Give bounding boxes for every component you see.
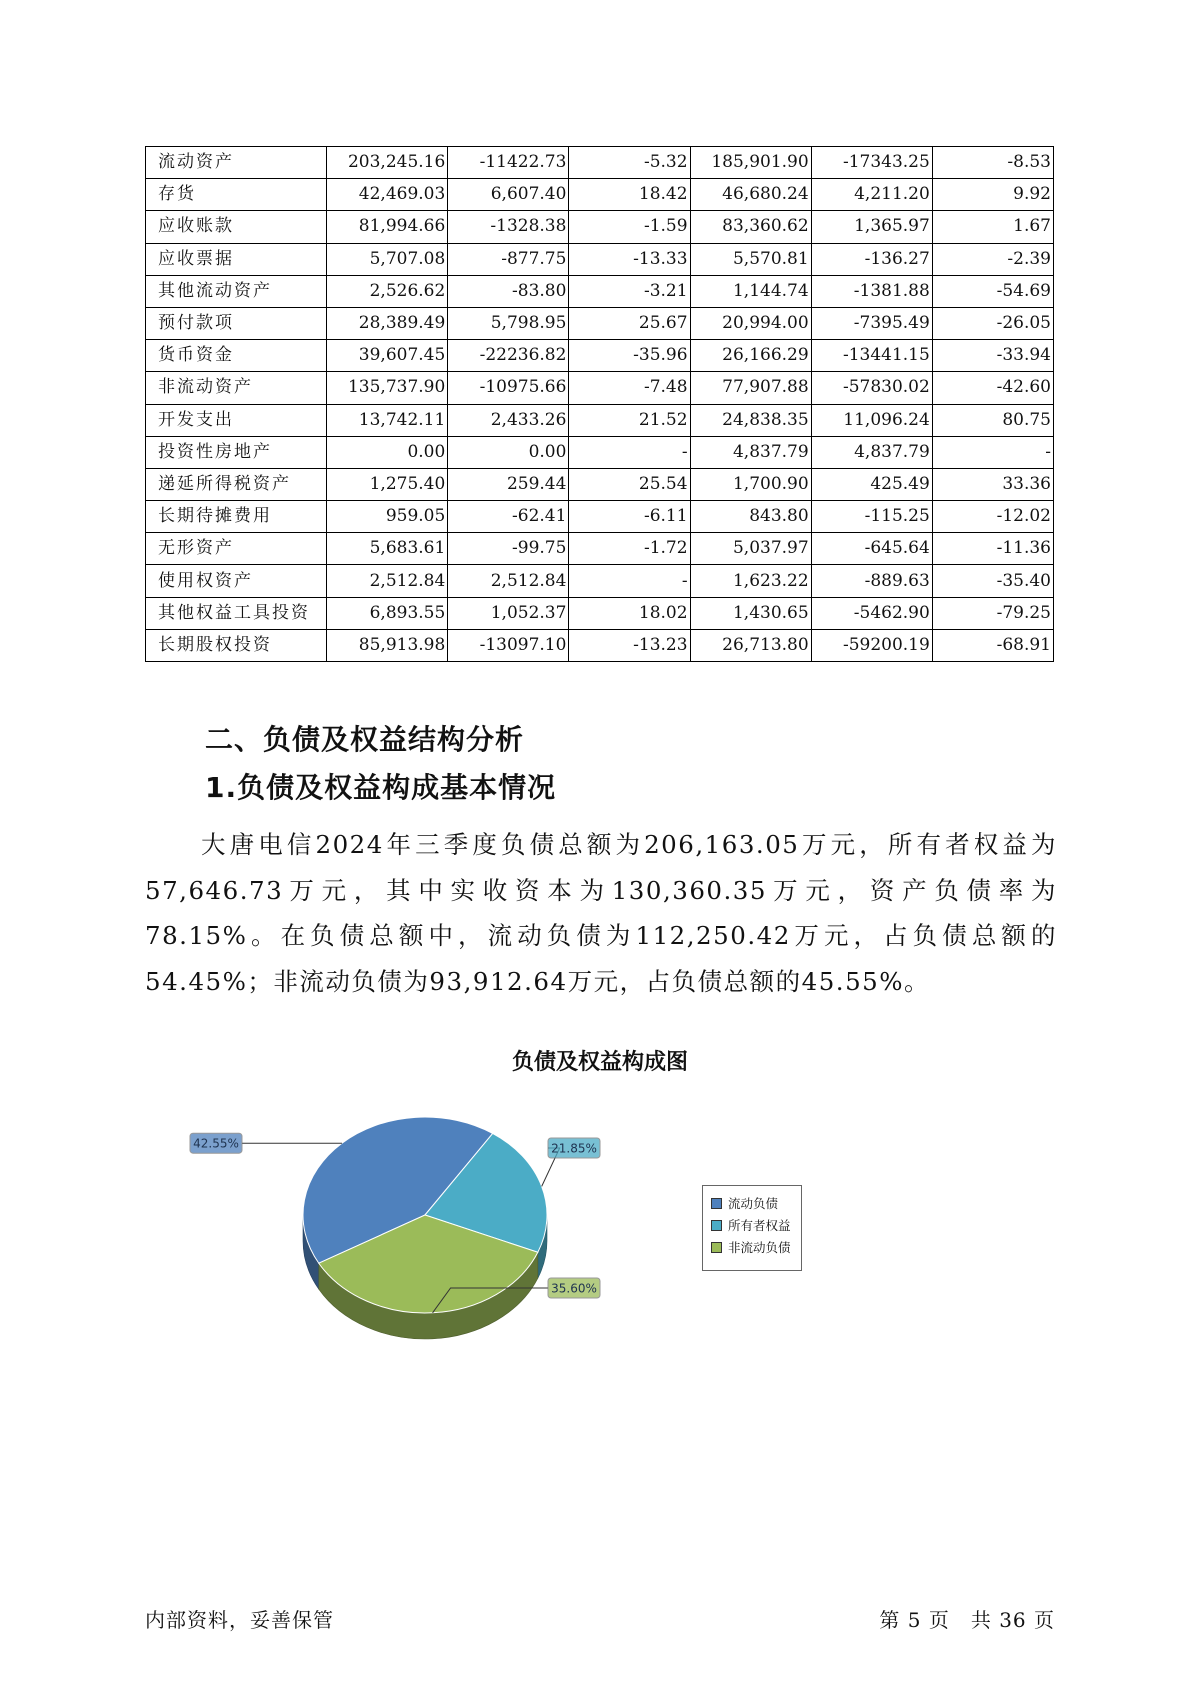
cell-v5: -889.63 [811, 565, 932, 597]
page-suffix: 页 [1034, 1608, 1055, 1632]
cell-v5: 4,211.20 [811, 179, 932, 211]
cell-v5: -5462.90 [811, 597, 932, 629]
cell-v1: 203,245.16 [327, 147, 448, 179]
cell-v1: 85,913.98 [327, 629, 448, 661]
cell-v5: -1381.88 [811, 275, 932, 307]
chart-legend [702, 1185, 802, 1271]
cell-v5: -7395.49 [811, 307, 932, 339]
cell-v2: 0.00 [448, 436, 569, 468]
cell-v3: -1.72 [569, 533, 690, 565]
table-row [146, 436, 1054, 468]
cell-v5: -17343.25 [811, 147, 932, 179]
table-row [146, 501, 1054, 533]
cell-v5: -57830.02 [811, 372, 932, 404]
legend-label: 所有者权益 [728, 1218, 791, 1233]
cell-v2: -1328.38 [448, 211, 569, 243]
row-label: 投资性房地产 [146, 436, 327, 468]
cell-v2: 5,798.95 [448, 307, 569, 339]
cell-v4: 1,623.22 [690, 565, 811, 597]
cell-v3: -3.21 [569, 275, 690, 307]
pie-data-label: 21.85% [551, 1141, 597, 1156]
cell-v1: 2,512.84 [327, 565, 448, 597]
cell-v1: 959.05 [327, 501, 448, 533]
table-row [146, 533, 1054, 565]
row-label: 长期待摊费用 [146, 501, 327, 533]
table-row [146, 404, 1054, 436]
table-row [146, 275, 1054, 307]
cell-v6: -33.94 [932, 340, 1053, 372]
cell-v6: 80.75 [932, 404, 1053, 436]
row-label: 其他流动资产 [146, 275, 327, 307]
cell-v3: -5.32 [569, 147, 690, 179]
subsection-title: 1.负债及权益构成基本情况 [205, 771, 557, 804]
cell-v5: -645.64 [811, 533, 932, 565]
analysis-paragraph: 大唐电信2024年三季度负债总额为206,163.05万元，所有者权益为57,646.73万元，其中实收资本为130,360.35万元，资产负债率为78.15%。在负债总额中，流动负债为112,250.42万元，占负债总额的54.45%；非流动负债为93,912.64万元，占负债总额的45.55%。 [145, 830, 1057, 996]
row-label: 开发支出 [146, 404, 327, 436]
cell-v2: -22236.82 [448, 340, 569, 372]
legend-swatch [711, 1220, 722, 1231]
row-label: 长期股权投资 [146, 629, 327, 661]
cell-v4: 185,901.90 [690, 147, 811, 179]
row-label: 其他权益工具投资 [146, 597, 327, 629]
cell-v1: 81,994.66 [327, 211, 448, 243]
cell-v2: -83.80 [448, 275, 569, 307]
cell-v1: 28,389.49 [327, 307, 448, 339]
cell-v3: -7.48 [569, 372, 690, 404]
cell-v2: 6,607.40 [448, 179, 569, 211]
table-row [146, 340, 1054, 372]
cell-v6: - [932, 436, 1053, 468]
row-label: 非流动资产 [146, 372, 327, 404]
cell-v4: 5,037.97 [690, 533, 811, 565]
cell-v2: 259.44 [448, 468, 569, 500]
cell-v1: 39,607.45 [327, 340, 448, 372]
table-row [146, 629, 1054, 661]
row-label: 应收票据 [146, 243, 327, 275]
cell-v1: 42,469.03 [327, 179, 448, 211]
cell-v4: 5,570.81 [690, 243, 811, 275]
cell-v4: 26,166.29 [690, 340, 811, 372]
row-label: 应收账款 [146, 211, 327, 243]
footer-confidential-note: 内部资料，妥善保管 [145, 1608, 334, 1632]
table-row [146, 179, 1054, 211]
cell-v5: 11,096.24 [811, 404, 932, 436]
cell-v5: -115.25 [811, 501, 932, 533]
page-total: 36 [999, 1608, 1027, 1632]
legend-swatch [711, 1242, 722, 1253]
cell-v1: 6,893.55 [327, 597, 448, 629]
chart-title: 负债及权益构成图 [511, 1050, 688, 1075]
cell-v3: - [569, 565, 690, 597]
cell-v6: -8.53 [932, 147, 1053, 179]
legend-label: 非流动负债 [728, 1240, 791, 1255]
cell-v4: 24,838.35 [690, 404, 811, 436]
table-row [146, 307, 1054, 339]
row-label: 递延所得税资产 [146, 468, 327, 500]
page-mid: 页 共 [928, 1608, 992, 1632]
legend-item [711, 1192, 801, 1214]
cell-v4: 1,144.74 [690, 275, 811, 307]
cell-v4: 4,837.79 [690, 436, 811, 468]
cell-v2: 2,433.26 [448, 404, 569, 436]
cell-v2: 2,512.84 [448, 565, 569, 597]
cell-v5: 425.49 [811, 468, 932, 500]
page-prefix: 第 [879, 1608, 901, 1632]
table-row [146, 147, 1054, 179]
cell-v1: 1,275.40 [327, 468, 448, 500]
cell-v3: 25.54 [569, 468, 690, 500]
cell-v6: -2.39 [932, 243, 1053, 275]
cell-v3: 18.02 [569, 597, 690, 629]
cell-v3: - [569, 436, 690, 468]
cell-v2: -13097.10 [448, 629, 569, 661]
pie-data-label: 35.60% [551, 1281, 597, 1296]
cell-v6: 1.67 [932, 211, 1053, 243]
cell-v4: 46,680.24 [690, 179, 811, 211]
cell-v1: 5,707.08 [327, 243, 448, 275]
pie-data-label: 42.55% [193, 1136, 239, 1151]
cell-v6: -26.05 [932, 307, 1053, 339]
cell-v3: 21.52 [569, 404, 690, 436]
cell-v1: 13,742.11 [327, 404, 448, 436]
row-label: 无形资产 [146, 533, 327, 565]
cell-v6: -68.91 [932, 629, 1053, 661]
cell-v4: 83,360.62 [690, 211, 811, 243]
cell-v4: 1,430.65 [690, 597, 811, 629]
cell-v6: -12.02 [932, 501, 1053, 533]
pie-chart [180, 1100, 680, 1340]
cell-v5: -136.27 [811, 243, 932, 275]
table-row [146, 597, 1054, 629]
cell-v4: 1,700.90 [690, 468, 811, 500]
cell-v6: 33.36 [932, 468, 1053, 500]
cell-v6: -42.60 [932, 372, 1053, 404]
cell-v5: -13441.15 [811, 340, 932, 372]
row-label: 货币资金 [146, 340, 327, 372]
table-row [146, 211, 1054, 243]
table-row [146, 565, 1054, 597]
row-label: 预付款项 [146, 307, 327, 339]
cell-v6: -35.40 [932, 565, 1053, 597]
cell-v2: -877.75 [448, 243, 569, 275]
cell-v4: 77,907.88 [690, 372, 811, 404]
section-title: 二、负债及权益结构分析 [205, 723, 525, 756]
asset-table-body [146, 147, 1054, 662]
table-row [146, 468, 1054, 500]
cell-v1: 135,737.90 [327, 372, 448, 404]
cell-v3: -1.59 [569, 211, 690, 243]
cell-v2: -62.41 [448, 501, 569, 533]
cell-v1: 0.00 [327, 436, 448, 468]
cell-v4: 26,713.80 [690, 629, 811, 661]
legend-item [711, 1236, 801, 1258]
legend-item [711, 1214, 801, 1236]
table-row [146, 372, 1054, 404]
cell-v3: -13.23 [569, 629, 690, 661]
cell-v3: 18.42 [569, 179, 690, 211]
cell-v5: 1,365.97 [811, 211, 932, 243]
cell-v5: 4,837.79 [811, 436, 932, 468]
cell-v2: -11422.73 [448, 147, 569, 179]
cell-v4: 20,994.00 [690, 307, 811, 339]
cell-v6: -11.36 [932, 533, 1053, 565]
legend-label: 流动负债 [728, 1196, 779, 1211]
table-row [146, 243, 1054, 275]
cell-v6: -79.25 [932, 597, 1053, 629]
row-label: 使用权资产 [146, 565, 327, 597]
asset-change-table [145, 146, 1054, 662]
cell-v6: 9.92 [932, 179, 1053, 211]
cell-v5: -59200.19 [811, 629, 932, 661]
cell-v3: 25.67 [569, 307, 690, 339]
cell-v4: 843.80 [690, 501, 811, 533]
cell-v6: -54.69 [932, 275, 1053, 307]
cell-v2: -99.75 [448, 533, 569, 565]
cell-v3: -6.11 [569, 501, 690, 533]
row-label: 流动资产 [146, 147, 327, 179]
cell-v1: 5,683.61 [327, 533, 448, 565]
page-number: 5 [907, 1608, 922, 1632]
row-label: 存货 [146, 179, 327, 211]
cell-v2: 1,052.37 [448, 597, 569, 629]
cell-v3: -13.33 [569, 243, 690, 275]
cell-v2: -10975.66 [448, 372, 569, 404]
cell-v3: -35.96 [569, 340, 690, 372]
legend-swatch [711, 1198, 722, 1209]
footer-page-indicator [879, 1604, 1055, 1633]
cell-v1: 2,526.62 [327, 275, 448, 307]
